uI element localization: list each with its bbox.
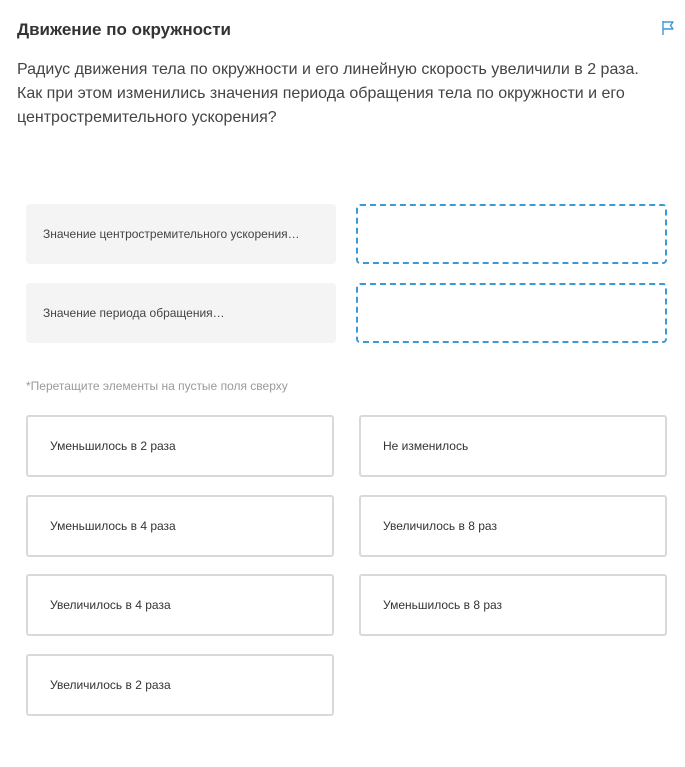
prompt-period <box>26 283 336 343</box>
option-label: Уменьшилось в 2 раза <box>50 439 176 453</box>
option-increased-8x[interactable] <box>359 495 667 557</box>
option-increased-2x[interactable] <box>26 654 334 716</box>
option-label: Уменьшилось в 8 раз <box>383 598 503 612</box>
drop-zone-period[interactable] <box>356 283 667 343</box>
prompt-centripetal-acceleration <box>26 204 336 264</box>
option-unchanged[interactable] <box>359 415 667 477</box>
option-decreased-2x[interactable] <box>26 415 334 477</box>
option-increased-4x[interactable] <box>26 574 334 636</box>
question-text: Радиус движения тела по окружности и его линейную скорость увеличили в 2 раза. Как при этом изменились значения периода обращения тела по окружности и его центростремительного ускорения? <box>17 61 639 126</box>
option-label: Увеличилось в 4 раза <box>50 598 171 612</box>
option-decreased-4x[interactable] <box>26 495 334 557</box>
option-label: Увеличилось в 2 раза <box>50 678 171 692</box>
flag-button[interactable] <box>660 20 676 36</box>
flag-icon <box>660 20 676 36</box>
drop-zone-centripetal-acceleration[interactable] <box>356 204 667 264</box>
drag-hint: *Перетащите элементы на пустые поля сверху <box>26 379 288 393</box>
option-label: Не изменилось <box>383 439 469 453</box>
option-label: Увеличилось в 8 раз <box>383 519 497 533</box>
option-decreased-8x[interactable] <box>359 574 667 636</box>
prompt-label: Значение центростремительного ускорения… <box>43 227 300 241</box>
prompt-label: Значение периода обращения… <box>43 306 225 320</box>
page-title: Движение по окружности <box>17 20 231 39</box>
option-label: Уменьшилось в 4 раза <box>50 519 176 533</box>
